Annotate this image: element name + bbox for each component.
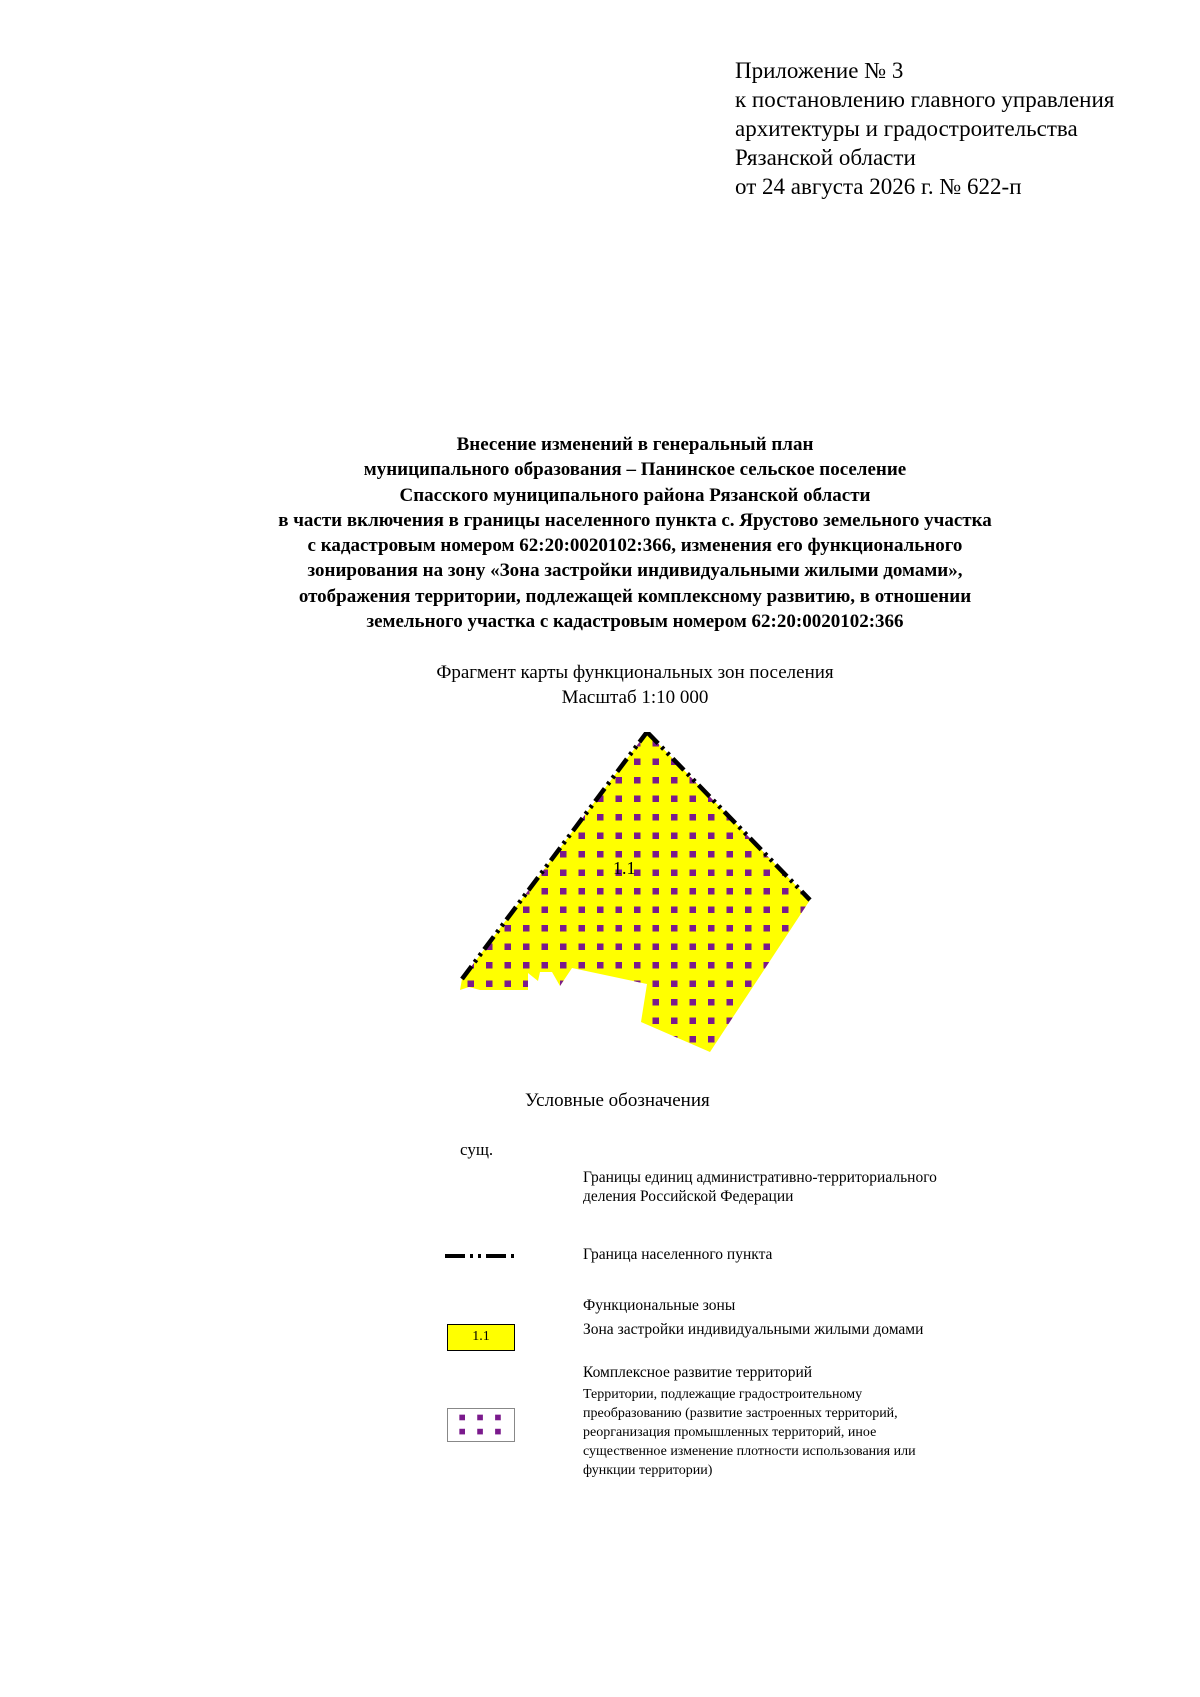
map-caption — [150, 660, 1120, 710]
legend-complex-development-desc: Территории, подлежащие градостроительному преобразованию (развитие застроенных территорий, реорганизация промышленных территорий, иное существенное изменение плотности использования или функции территории) — [583, 1387, 916, 1478]
legend-title: Условные обозначения — [525, 1090, 710, 1111]
appendix-line: Рязанской области — [735, 145, 916, 170]
title-line: земельного участка с кадастровым номером 62:20:0020102:366 — [366, 611, 904, 633]
title-line: зонирования на зону «Зона застройки индивидуальными жилыми домами», — [307, 560, 963, 582]
map-caption-title: Фрагмент карты функциональных зон поселения — [436, 662, 834, 683]
map-scale: Масштаб 1:10 000 — [561, 687, 709, 708]
document-title — [150, 432, 1120, 634]
legend-admin-boundaries: Границы единиц административно-территориального деления Российской Федерации — [583, 1169, 937, 1205]
zone-map — [440, 732, 830, 1062]
zone-ijs-symbol: 1.1 — [447, 1324, 515, 1351]
zone-label: 1.1 — [613, 858, 636, 878]
appendix-line: к постановлению главного управления — [735, 87, 1115, 112]
appendix-number: Приложение № 3 — [735, 58, 904, 83]
title-line: с кадастровым номером 62:20:0020102:366, изменения его функционального — [307, 535, 963, 557]
complex-development-area — [460, 732, 810, 1052]
complex-development-symbol — [447, 1408, 515, 1442]
legend-zone-ijs: Зона застройки индивидуальными жилыми домами — [583, 1321, 924, 1338]
title-line: отображения территории, подлежащей комплексному развитию, в отношении — [298, 585, 972, 607]
appendix-date: от 24 августа 2026 г. № 622-п — [735, 174, 1022, 199]
title-line: Внесение изменений в генеральный план — [456, 434, 814, 455]
appendix-line: архитектуры и градостроительства — [735, 116, 1078, 141]
settlement-boundary-symbol — [445, 1250, 517, 1262]
appendix-header — [735, 56, 1175, 201]
title-line: Спасского муниципального района Рязанской области — [399, 484, 871, 506]
title-line: в части включения в границы населенного пункта с. Ярустово земельного участка — [278, 509, 992, 531]
title-line: муниципального образования – Панинское сельское поселение — [363, 459, 907, 481]
legend-existing-label: сущ. — [460, 1140, 494, 1159]
legend-functional-zones: Функциональные зоны — [583, 1297, 736, 1314]
legend-complex-development: Комплексное развитие территорий — [583, 1364, 813, 1381]
legend-settlement-boundary: Граница населенного пункта — [583, 1246, 773, 1263]
